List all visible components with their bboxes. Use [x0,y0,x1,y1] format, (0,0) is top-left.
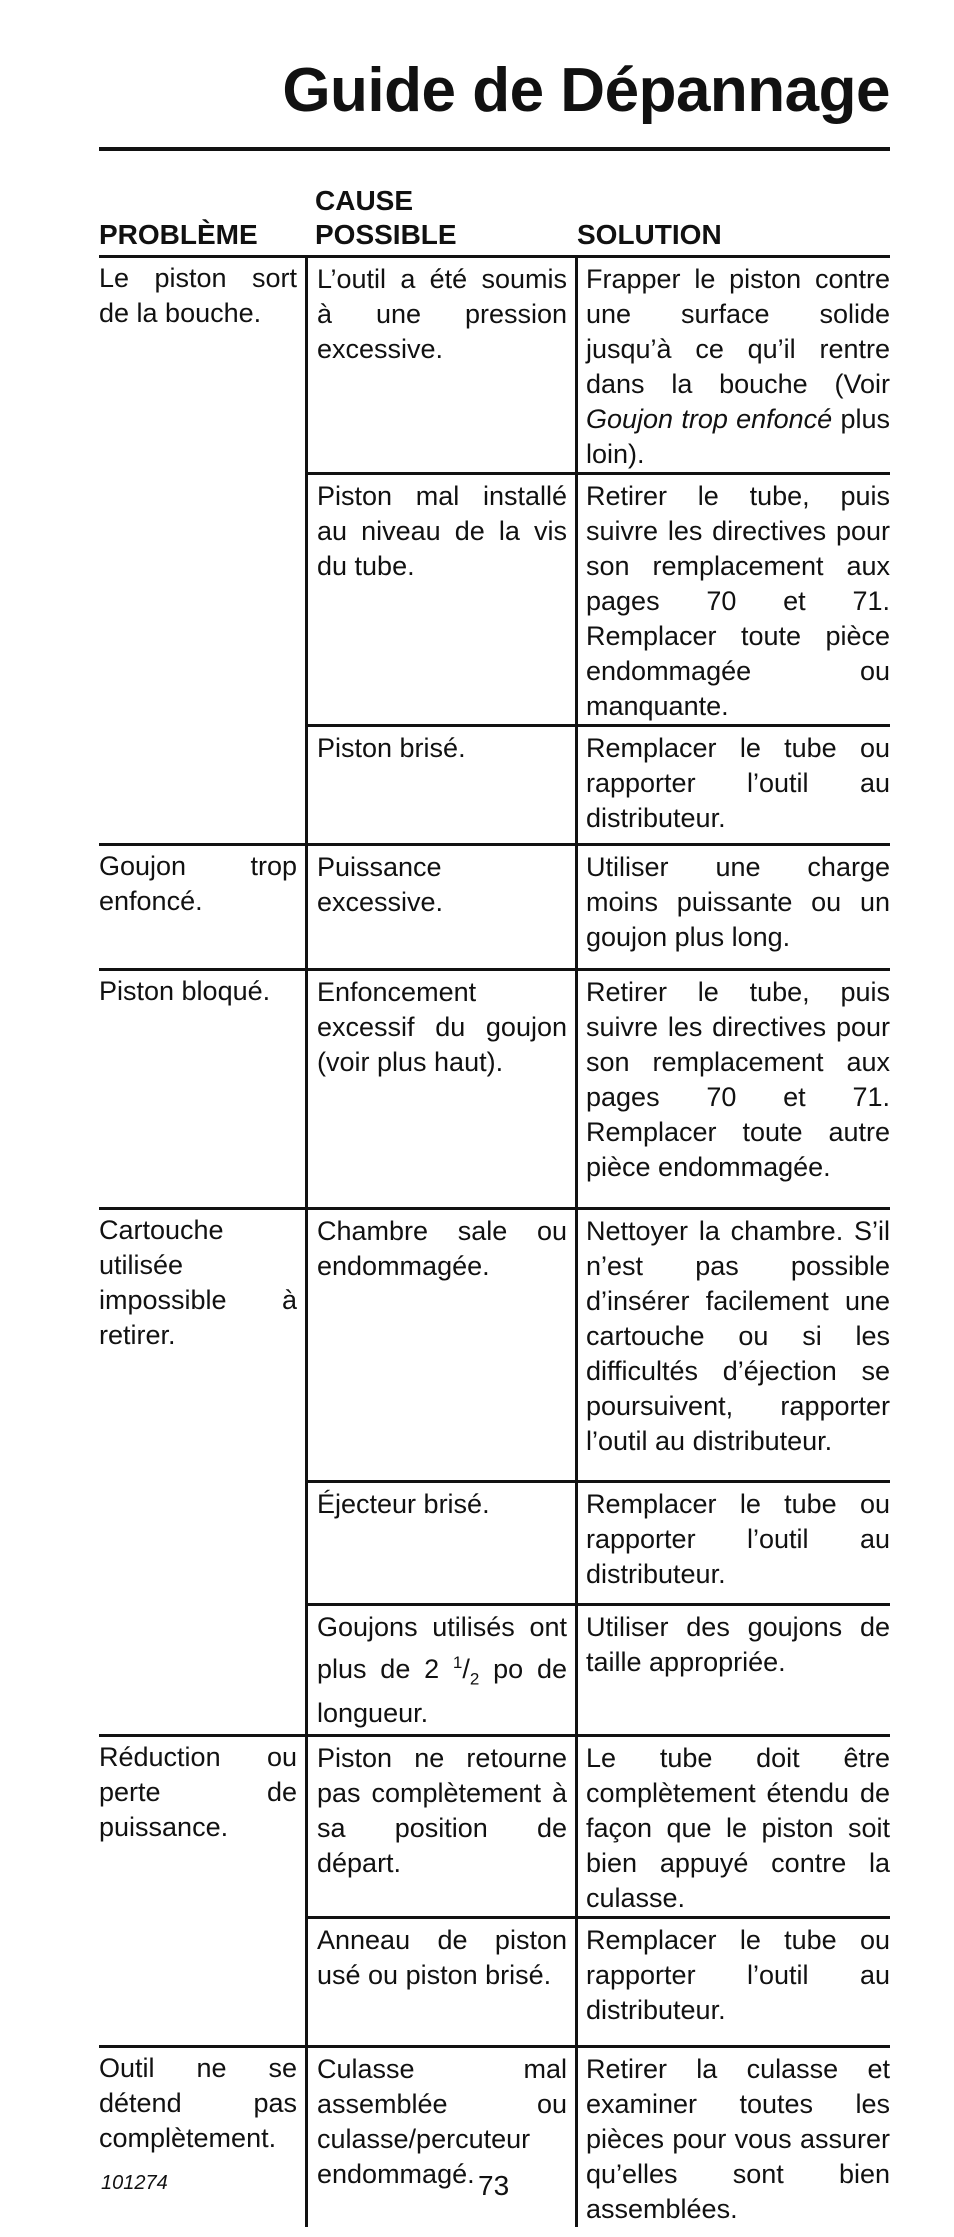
cause-cell: Piston mal installé au niveau de la vis du tube. [305,475,575,724]
table-body [99,255,890,2227]
table-row [305,724,890,843]
cause-cell: Chambre sale ou endommagée. [305,1210,575,1480]
solution-cell: Remplacer le tube ou rapporter l’outil au distributeur. [575,1483,890,1603]
cause-solution-rows [305,846,890,968]
table-row [305,1916,890,2045]
problem-cell: Réduction ou perte de puissance. [99,1742,297,1842]
table-row [305,472,890,724]
cause-cell: Goujons utilisés ont plus de 2 $^1/_2$ po de longueur. [305,1606,575,1734]
solution-cell: Frapper le piston contre une surface solide jusqu’à ce qu’il rentre dans la bouche (Voir Goujon trop enfoncé plus loin). [575,258,890,472]
table-header [99,181,890,255]
solution-cell: Utiliser des goujons de taille appropriée. [575,1606,890,1734]
cause-cell: Anneau de piston usé ou piston brisé. [305,1919,575,2045]
cause-solution-rows [305,1737,890,2045]
table-row [305,1210,890,1480]
cause-solution-rows [305,2048,890,2227]
header-cause-line2: POSSIBLE [315,219,457,250]
solution-cell: Retirer le tube, puis suivre les directives pour son remplacement aux pages 70 et 71. Remplacer toute autre pièce endommagée. [575,971,890,1207]
header-problem: PROBLÈME [99,219,258,250]
cause-cell: Piston ne retourne pas complètement à sa position de départ. [305,1737,575,1916]
solution-cell: Le tube doit être complètement étendu de façon que le piston soit bien appuyé contre la culasse. [575,1737,890,1916]
table-row [305,971,890,1207]
problem-cell: Goujon trop enfoncé. [99,851,297,916]
cause-cell: Piston brisé. [305,727,575,843]
cause-cell: Puissance excessive. [305,846,575,968]
solution-cell: Retirer la culasse et examiner toutes les pièces pour vous assurer qu’elles sont bien assemblées. [575,2048,890,2227]
solution-cell: Nettoyer la chambre. S’il n’est pas possible d’insérer facilement une cartouche ou si les difficultés d’éjection se poursuivent, rapporter l’outil au distributeur. [575,1210,890,1480]
table-row [305,2048,890,2227]
header-cause [315,184,457,252]
problem-cell: Outil ne se détend pas complètement. [99,2053,297,2153]
cause-solution-rows [305,258,890,843]
solution-cell: Remplacer le tube ou rapporter l’outil au distributeur. [575,727,890,843]
table-row [305,1603,890,1734]
troubleshooting-table [99,181,890,2227]
table-row [305,1737,890,1916]
table-row [305,1480,890,1603]
cause-cell: Éjecteur brisé. [305,1483,575,1603]
cause-cell: Culasse mal assemblée ou culasse/percuteur endommagé. [305,2048,575,2227]
problem-group [99,1207,890,1734]
title-divider [99,147,890,151]
document-code: 101274 [101,2172,168,2194]
solution-cell: Remplacer le tube ou rapporter l’outil au distributeur. [575,1919,890,2045]
problem-group [99,255,890,843]
page-title: Guide de Dépannage [282,56,890,125]
cause-cell: L’outil a été soumis à une pression excessive. [305,258,575,472]
problem-cell: Cartouche utilisée impossible à retirer. [99,1215,297,1350]
page-number: 73 [478,2170,510,2201]
cause-cell: Enfoncement excessif du goujon (voir plus haut). [305,971,575,1207]
problem-cell: Le piston sort de la bouche. [99,263,297,328]
problem-group [99,1734,890,2045]
problem-group [99,968,890,1207]
problem-group [99,843,890,968]
solution-cell: Utiliser une charge moins puissante ou un goujon plus long. [575,846,890,968]
table-row [305,258,890,472]
solution-cell: Retirer le tube, puis suivre les directives pour son remplacement aux pages 70 et 71. Remplacer toute pièce endommagée ou manquante. [575,475,890,724]
cause-solution-rows [305,1210,890,1734]
problem-cell: Piston bloqué. [99,976,271,1006]
cause-solution-rows [305,971,890,1207]
header-cause-line1: CAUSE [315,185,414,216]
table-row [305,846,890,968]
header-solution: SOLUTION [577,219,722,250]
